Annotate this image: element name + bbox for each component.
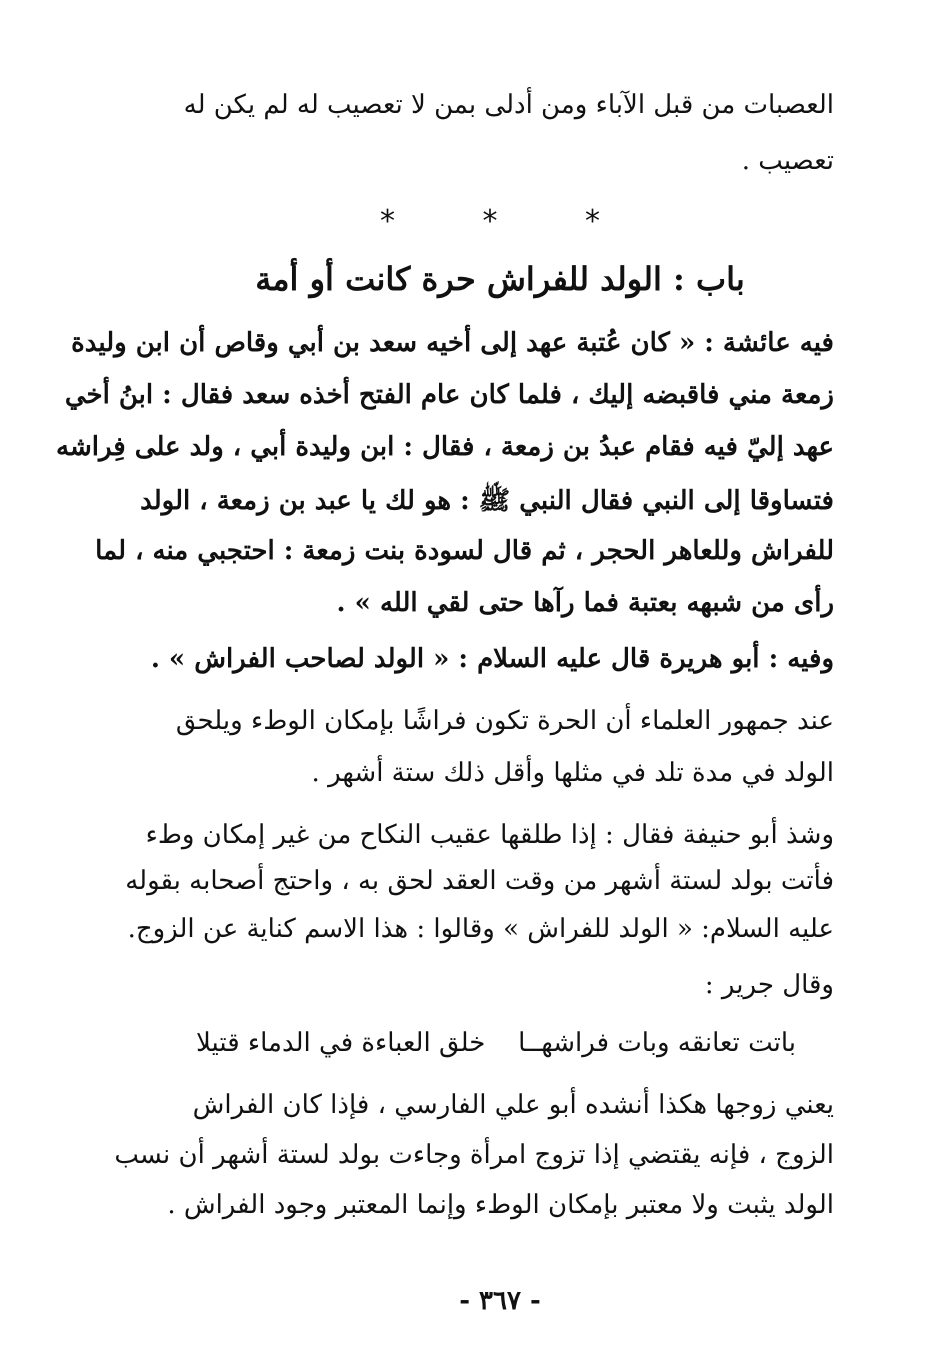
commentary-3-line-1: يعني زوجها هكذا أنشده أبو علي الفارسي ، فإذا كان الفراش — [192, 1090, 834, 1120]
verse-first-hemistich: باتت تعانقه وبات فراشهــا — [518, 1028, 796, 1058]
intro-line-2: تعصيب . — [741, 146, 834, 176]
commentary-1-line-2: الولد في مدة تلد في مثلها وأقل ذلك ستة أشهر . — [311, 758, 834, 788]
commentary-1-line-1: عند جمهور العلماء أن الحرة تكون فراشًا بإمكان الوطء ويلحق — [175, 706, 834, 736]
commentary-3-line-2: الزوج ، فإنه يقتضي إذا تزوج امرأة وجاءت بولد لستة أشهر أن نسب — [114, 1140, 834, 1170]
hadith-aisha-line-3: عهد إليّ فيه فقام عبدُ بن زمعة ، فقال : ابن وليدة أبي ، ولد على فِراشه — [56, 432, 834, 462]
separator-star: * — [482, 204, 498, 239]
commentary-2-line-3: عليه السلام: « الولد للفراش » وقالوا : هذا الاسم كناية عن الزوج. — [127, 914, 834, 944]
hadith-aisha-line-1: فيه عائشة : « كان عُتبة عهد إلى أخيه سعد بن أبي وقاص أن ابن وليدة — [71, 328, 834, 358]
poetry-verse — [196, 1028, 796, 1058]
verse-second-hemistich: خلق العباءة في الدماء قتيلا — [196, 1028, 486, 1058]
separator-star: * — [585, 204, 600, 239]
hadith-aisha-line-4: فتساوقا إلى النبي فقال النبي ﷺ : هو لك يا عبد بن زمعة ، الولد — [140, 486, 834, 516]
separator-star: * — [380, 204, 395, 239]
commentary-3-line-3: الولد يثبت ولا معتبر بإمكان الوطء وإنما المعتبر وجود الفراش . — [167, 1190, 834, 1220]
chapter-title: باب : الولد للفراش حرة كانت أو أمة — [255, 260, 745, 298]
commentary-2-line-1: وشذ أبو حنيفة فقال : إذا طلقها عقيب النكاح من غير إمكان وطء — [145, 820, 834, 850]
intro-line-1: العصبات من قبل الآباء ومن أدلى بمن لا تعصيب له لم يكن له — [183, 90, 834, 120]
commentary-2-line-2: فأتت بولد لستة أشهر من وقت العقد لحق به ، واحتج أصحابه بقوله — [125, 866, 834, 896]
hadith-aisha-line-5: للفراش وللعاهر الحجر ، ثم قال لسودة بنت زمعة : احتجبي منه ، لما — [95, 536, 834, 566]
jarir-intro: وقال جرير : — [704, 970, 834, 1000]
section-separator — [380, 204, 600, 239]
page-number: - ٣٦٧ - — [459, 1286, 541, 1316]
hadith-aisha-line-6: رأى من شبهه بعتبة فما رآها حتى لقي الله » . — [336, 588, 834, 618]
hadith-aisha-line-2: زمعة مني فاقبضه إليك ، فلما كان عام الفتح أخذه سعد فقال : ابنُ أخي — [64, 380, 834, 410]
hadith-abu-hurayra: وفيه : أبو هريرة قال عليه السلام : « الولد لصاحب الفراش » . — [150, 644, 834, 674]
